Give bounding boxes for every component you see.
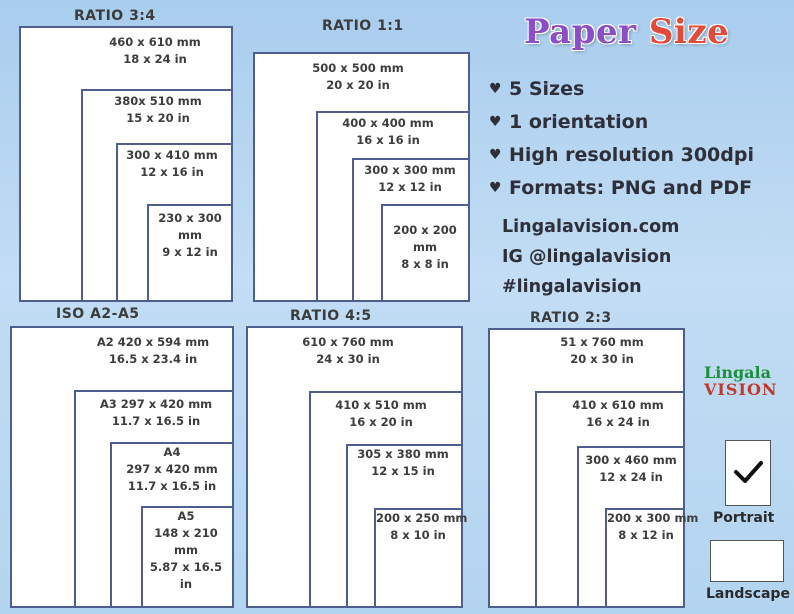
size-label-r34-4: 230 x 300 mm 9 x 12 in: [158, 211, 222, 259]
size-label-r11-2: 400 x 400 mm 16 x 16 in: [342, 116, 434, 147]
title-word-size: Size: [648, 12, 730, 52]
feature-item: ♥ 5 Sizes: [489, 78, 585, 100]
feature-item: ♥ High resolution 300dpi: [489, 144, 754, 166]
size-label-r23-2: 410 x 610 mm 16 x 24 in: [572, 398, 664, 429]
feature-item: ♥ 1 orientation: [489, 111, 649, 133]
size-label-r11-3: 300 x 300 mm 12 x 12 in: [364, 163, 456, 194]
heart-bullet-icon: ♥: [489, 180, 502, 196]
heart-bullet-icon: ♥: [489, 147, 502, 163]
size-label-iso-a4: A4 297 x 420 mm 11.7 x 16.5 in: [126, 445, 218, 493]
size-label-r11-4: 200 x 200 mm 8 x 8 in: [393, 223, 457, 271]
size-label-r23-3: 300 x 460 mm 12 x 24 in: [585, 453, 677, 484]
checkmark-icon: [726, 441, 770, 505]
size-label-r34-1: 460 x 610 mm 18 x 24 in: [109, 35, 201, 66]
landscape-label: Landscape: [706, 586, 790, 602]
size-label-r45-3: 305 x 380 mm 12 x 15 in: [357, 447, 449, 478]
feature-item: ♥ Formats: PNG and PDF: [489, 177, 753, 199]
size-label-iso-a5: A5 148 x 210 mm 5.87 x 16.5 in: [149, 509, 223, 591]
group-title-iso: ISO A2-A5: [56, 306, 140, 322]
landscape-option: [710, 540, 784, 582]
heart-bullet-icon: ♥: [489, 114, 502, 130]
size-label-r34-2: 380x 510 mm 15 x 20 in: [114, 94, 202, 125]
contact-hashtag: #lingalavision: [502, 277, 642, 297]
size-label-r45-1: 610 x 760 mm 24 x 30 in: [302, 335, 394, 366]
group-title-ratio-1-1: RATIO 1:1: [322, 18, 404, 34]
size-label-r45-4: 200 x 250 mm 8 x 10 in: [376, 511, 468, 542]
group-title-ratio-2-3: RATIO 2:3: [530, 310, 612, 326]
size-label-r23-1: 51 x 760 mm 20 x 30 in: [560, 335, 644, 366]
size-label-r23-4: 200 x 300 mm 8 x 12 in: [607, 511, 699, 542]
size-label-iso-a2: A2 420 x 594 mm 16.5 x 23.4 in: [96, 335, 210, 366]
contact-website: Lingalavision.com: [502, 217, 680, 237]
heart-bullet-icon: ♥: [489, 81, 502, 97]
group-title-ratio-3-4: RATIO 3:4: [74, 8, 156, 24]
title-word-paper: Paper: [524, 12, 637, 52]
page-title: [524, 12, 729, 52]
size-label-r34-3: 300 x 410 mm 12 x 16 in: [126, 148, 218, 179]
portrait-label: Portrait: [713, 510, 775, 526]
portrait-option: [725, 440, 771, 506]
size-label-r11-1: 500 x 500 mm 20 x 20 in: [312, 61, 404, 92]
size-label-iso-a3: A3 297 x 420 mm 11.7 x 16.5 in: [99, 397, 213, 428]
contact-instagram: IG @lingalavision: [502, 247, 672, 267]
group-title-ratio-4-5: RATIO 4:5: [290, 308, 372, 324]
brand-logo: Lingala VISION: [704, 363, 778, 399]
size-label-r45-2: 410 x 510 mm 16 x 20 in: [335, 398, 427, 429]
